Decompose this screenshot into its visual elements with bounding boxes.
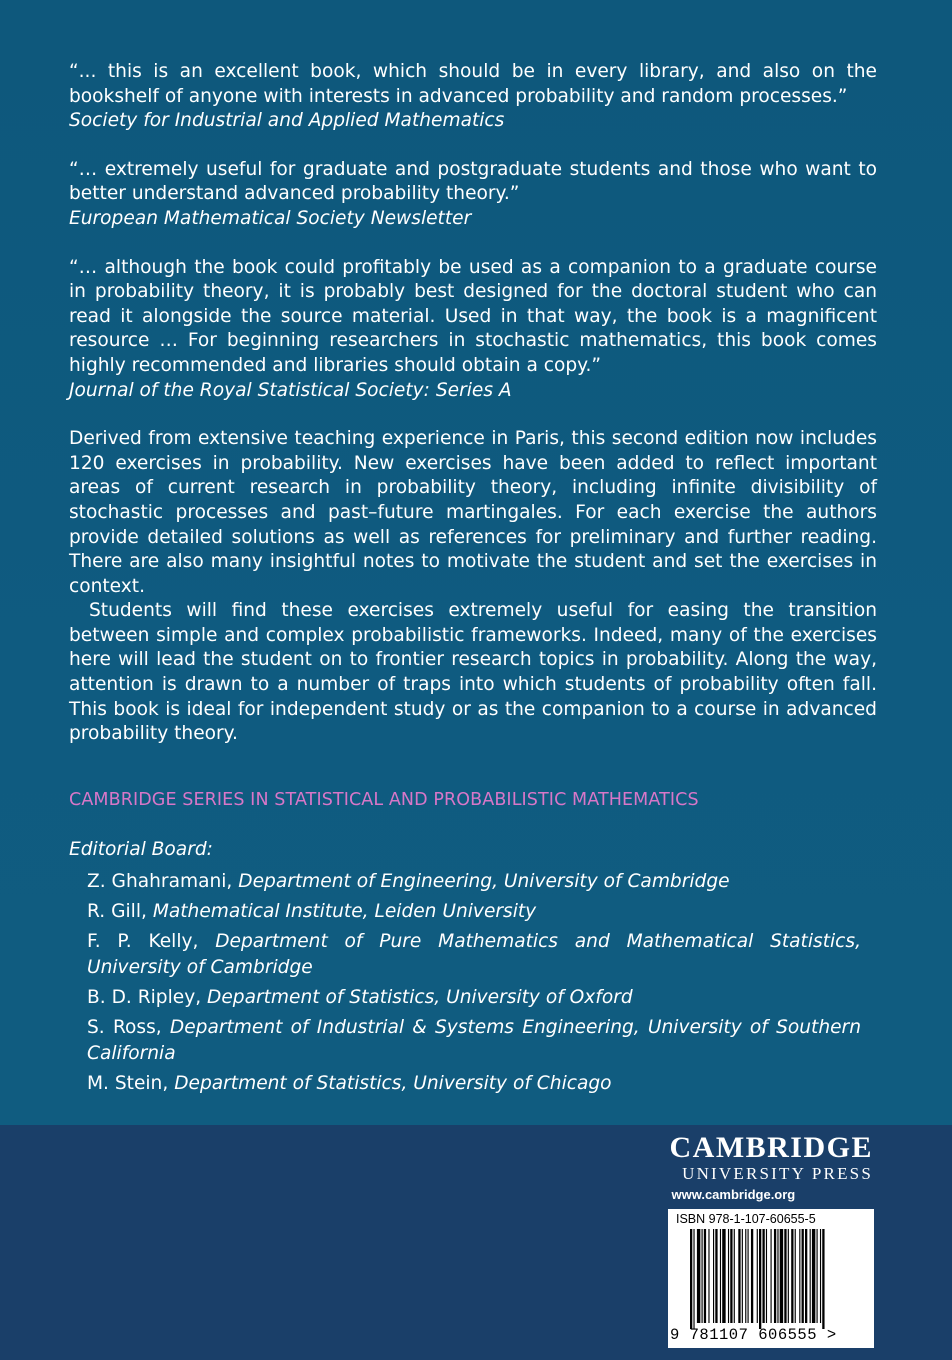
barcode-bar xyxy=(715,1229,717,1323)
board-member xyxy=(87,899,861,925)
barcode-bar xyxy=(812,1229,815,1323)
review-source: Society for Industrial and Applied Mathematics xyxy=(69,110,505,132)
review-3 xyxy=(69,256,877,404)
barcode-bar xyxy=(757,1229,758,1323)
barcode-bars xyxy=(690,1229,866,1329)
barcode-bar xyxy=(788,1229,789,1323)
barcode-bar xyxy=(748,1229,749,1323)
barcode-bar xyxy=(751,1229,753,1323)
barcode-bar xyxy=(810,1229,811,1323)
member-name: S. Ross, xyxy=(87,1017,162,1038)
barcode-bar xyxy=(738,1229,740,1323)
member-affiliation: Department of Industrial & Systems Engineering, University of Southern California xyxy=(87,1017,861,1064)
barcode-bar xyxy=(759,1229,761,1329)
barcode-bar xyxy=(690,1229,692,1329)
review-source: European Mathematical Society Newsletter xyxy=(69,207,472,229)
member-affiliation: Department of Engineering, University of Cambridge xyxy=(238,871,730,892)
review-source: Journal of the Royal Statistical Society: Series A xyxy=(69,379,512,401)
description-paragraph-2: Students will find these exercises extremely useful for easing the transition between simple and complex probabilistic frameworks. Indeed, many of the exercises here will lead the student on to frontier research topics in probability. Along the way, attention is drawn to a number of traps into which students of probability often fall. This book is ideal for independent study or as the companion to a course in advanced probability theory. xyxy=(69,600,877,745)
barcode-bar xyxy=(791,1229,793,1323)
barcode-bar xyxy=(722,1229,725,1323)
barcode-bar xyxy=(771,1229,772,1323)
member-affiliation: Mathematical Institute, Leiden University xyxy=(152,901,537,922)
board-member xyxy=(87,1071,861,1097)
publisher-name: CAMBRIDGE xyxy=(669,1131,873,1164)
barcode-bar xyxy=(734,1229,735,1323)
barcode-bar xyxy=(777,1229,778,1323)
barcode-bar xyxy=(720,1229,721,1323)
barcode-bar xyxy=(784,1229,786,1323)
barcode-bar xyxy=(708,1229,709,1323)
publisher-subname: UNIVERSITY PRESS xyxy=(682,1164,873,1183)
member-affiliation: Department of Statistics, University of Oxford xyxy=(207,987,633,1008)
barcode-bar xyxy=(713,1229,714,1323)
barcode-bar xyxy=(704,1229,706,1323)
publisher-website: www.cambridge.org xyxy=(671,1187,796,1202)
barcode-bar xyxy=(745,1229,746,1323)
member-affiliation: Department of Statistics, University of Chicago xyxy=(174,1073,612,1094)
barcode-bar xyxy=(822,1229,824,1329)
barcode-bar xyxy=(702,1229,703,1323)
barcode-bar xyxy=(802,1229,804,1323)
barcode-bar xyxy=(762,1229,764,1323)
board-member xyxy=(87,985,861,1011)
member-name: R. Gill, xyxy=(87,901,147,922)
barcode-bar xyxy=(805,1229,807,1323)
member-name: Z. Ghahramani, xyxy=(87,871,233,892)
barcode-bar xyxy=(730,1229,732,1323)
isbn-label: ISBN 978-1-107-60655-5 xyxy=(676,1212,816,1226)
board-member xyxy=(87,1015,861,1067)
description-paragraph-1: Derived from extensive teaching experience in Paris, this second edition now includes 120 exercises in probability. New exercises have been added to reflect important areas of current research in probability theory, including infinite divisibility of stochastic processes and past–future martingales. For each exercise the authors provide detailed solutions as well as references for preliminary and further reading. There are also many insightful notes to motivate the student and set the exercises in context. xyxy=(69,428,877,597)
barcode xyxy=(668,1209,874,1348)
editorial-board-label: Editorial Board: xyxy=(69,839,213,860)
member-affiliation: Department of Pure Mathematics and Mathematical Statistics, University of Cambridge xyxy=(87,931,861,978)
review-2 xyxy=(69,158,877,232)
series-title: CAMBRIDGE SERIES IN STATISTICAL AND PROBABILISTIC MATHEMATICS xyxy=(69,790,699,810)
member-name: F. P. Kelly, xyxy=(87,931,199,952)
member-name: M. Stein, xyxy=(87,1073,169,1094)
barcode-bar xyxy=(766,1229,767,1323)
member-name: B. D. Ripley, xyxy=(87,987,202,1008)
review-quote: “… although the book could profitably be used as a companion to a graduate course in probability theory, it is probably best designed for the doctoral student who can read it alongside the source material. Used in that way, the book is a magnificent resource … For beginning researchers in stochastic mathematics, this book comes highly recommended and libraries should obtain a copy.” xyxy=(69,256,877,376)
barcode-bar xyxy=(774,1229,776,1323)
review-quote: “… extremely useful for graduate and postgraduate students and those who want to better understand advanced probability theory.” xyxy=(69,158,877,205)
barcode-bar xyxy=(697,1229,700,1323)
review-quote: “... this is an excellent book, which should be in every library, and also on the bookshelf of anyone with interests in advanced probability and random processes.” xyxy=(69,61,877,107)
barcode-bar xyxy=(799,1229,800,1323)
barcode-digits: 9 781107 606555 > xyxy=(670,1326,837,1344)
barcode-bar xyxy=(820,1229,821,1323)
barcode-bar xyxy=(742,1229,743,1323)
review-1 xyxy=(69,60,877,134)
board-member xyxy=(87,929,861,981)
board-member xyxy=(87,869,861,895)
barcode-bar xyxy=(728,1229,729,1323)
barcode-bar xyxy=(693,1229,694,1329)
editorial-board-list xyxy=(87,869,861,1101)
publisher-logo xyxy=(669,1132,873,1202)
barcode-bar xyxy=(780,1229,783,1323)
barcode-bar xyxy=(795,1229,796,1323)
barcode-bar xyxy=(817,1229,818,1323)
cover-text xyxy=(69,60,877,747)
